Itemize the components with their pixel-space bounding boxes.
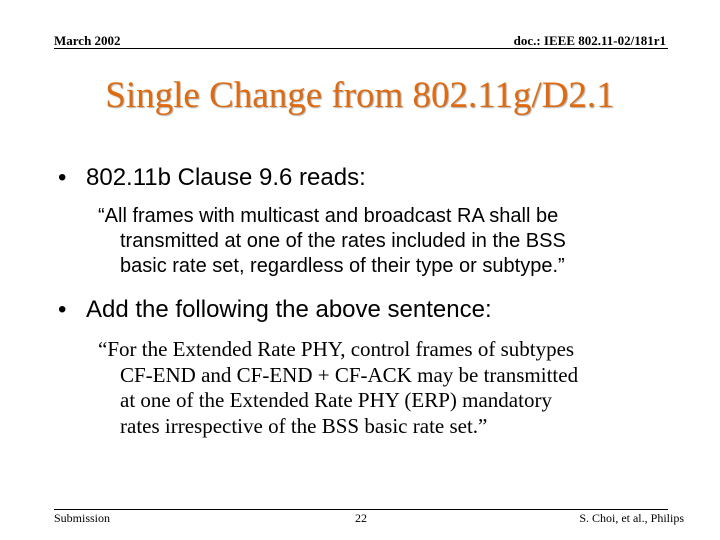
quote-2-line-2: CF-END and CF-END + CF-ACK may be transmitted (120, 362, 579, 387)
page-number: 22 (355, 511, 367, 525)
quote-2-line-4: rates irrespective of the BSS basic rate set.” (120, 413, 488, 438)
header-date: March 2002 (54, 33, 121, 48)
bullet-item-2 (58, 296, 492, 324)
header-divider (54, 48, 668, 49)
quote-1-line-2: transmitted at one of the rates included in the BSS (120, 230, 566, 252)
slide-title: Single Change from 802.11g/D2.1 (105, 75, 615, 116)
quote-2-line-3: at one of the Extended Rate PHY (ERP) mandatory (120, 388, 552, 412)
bullet-icon: • (58, 296, 67, 323)
footer-submission: Submission (54, 511, 111, 525)
header-doc-id: doc.: IEEE 802.11-02/181r1 (513, 33, 666, 48)
bullet-icon: • (58, 164, 67, 191)
quote-block-2 (98, 337, 688, 439)
footer-authors: S. Choi, et al., Philips (579, 511, 684, 525)
footer-divider (54, 509, 668, 510)
quote-1-line-3: basic rate set, regardless of their type or subtype.” (120, 255, 565, 277)
bullet-text-2: Add the following the above sentence: (86, 296, 492, 323)
quote-block-1 (98, 204, 688, 279)
quote-2-line-1: “For the Extended Rate PHY, control frames of subtypes (98, 337, 575, 361)
bullet-text-1: 802.11b Clause 9.6 reads: (86, 164, 366, 191)
quote-1-line-1: “All frames with multicast and broadcast RA shall be (98, 205, 559, 227)
bullet-item-1 (58, 164, 366, 192)
